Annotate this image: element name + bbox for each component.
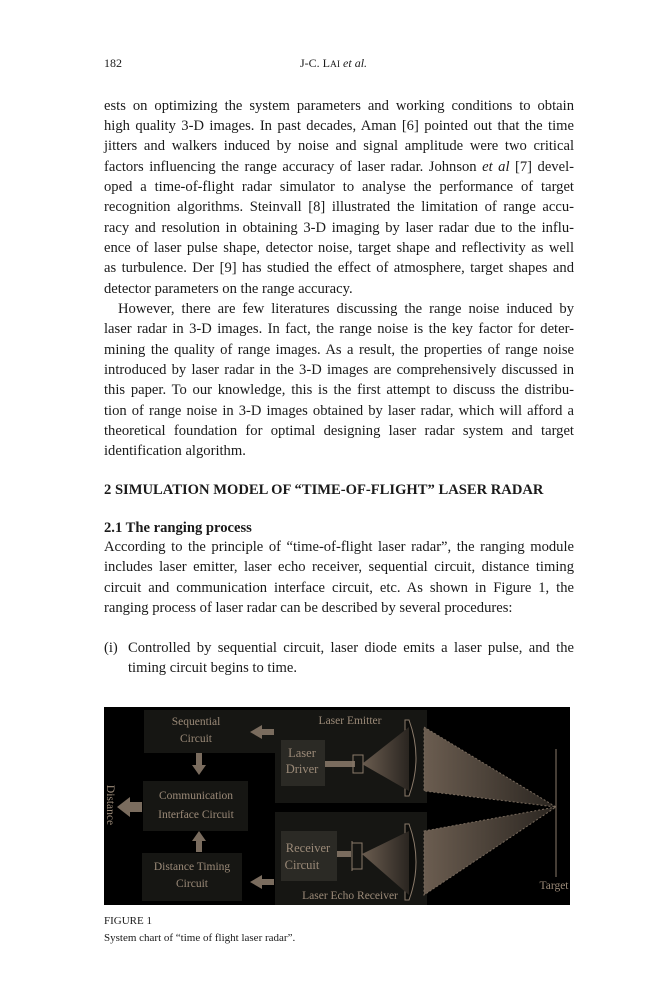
label-communication: Communication	[158, 790, 234, 802]
figure-1-diagram	[104, 707, 570, 905]
label-laser-emitter: Laser Emitter	[318, 715, 382, 727]
text-line: ranging process of laser radar can be described by several procedures:	[104, 600, 513, 616]
label-driver: Driver	[285, 762, 319, 776]
text-line: timing circuit begins to time.	[128, 660, 298, 676]
text-line: ence of laser pulse shape, detector noise, target shape and reflectivity as well	[104, 240, 574, 256]
text-line: According to the principle of “time-of-flight laser radar”, the ranging module	[104, 539, 574, 555]
et-al: et al.	[343, 56, 368, 70]
label-interface-circuit: Interface Circuit	[158, 809, 234, 821]
label-sequential-circuit: Circuit	[180, 733, 212, 745]
text-line: Controlled by sequential circuit, laser diode emits a laser pulse, and the	[128, 640, 574, 656]
text-line: introduced by laser radar in the 3-D images are comprehensively discussed in	[104, 362, 574, 378]
label-target: Target	[539, 880, 569, 892]
subsection-heading: 2.1 The ranging process	[104, 520, 252, 536]
page-number: 182	[104, 56, 122, 70]
text-line	[104, 158, 574, 176]
text-line: mining the quality of range images. As a result, the properties of range noise	[104, 342, 574, 358]
section-heading: 2 SIMULATION MODEL OF “TIME-OF-FLIGHT” LASER RADAR	[104, 482, 544, 498]
text-line: detector parameters on the range accuracy.	[104, 281, 353, 297]
label-laser-echo-receiver: Laser Echo Receiver	[302, 890, 398, 902]
text-segment: factors influencing the range accuracy of laser radar. Johnson	[104, 159, 483, 175]
text-line: identification algorithm.	[104, 443, 246, 459]
label-distance-timing: Distance Timing	[153, 861, 231, 873]
label-receiver: Receiver	[285, 841, 331, 855]
author: J-C. L	[300, 56, 330, 70]
text-line: However, there are few literatures discussing the range noise induced by	[118, 301, 574, 317]
text-line: racy and resolution in obtaining 3-D imaging by laser radar due to the influ-	[104, 220, 574, 236]
text-line: theoretical foundation for optimal designing laser radar system and target	[104, 423, 574, 439]
label-timing-circuit: Circuit	[176, 878, 208, 890]
text-line: oped a time-of-flight radar simulator to analyse the performance of target	[104, 179, 574, 195]
author-smallcaps: AI	[330, 60, 341, 70]
text-line: circuit and communication interface circuit, etc. As shown in Figure 1, the	[104, 580, 574, 596]
communication-box	[143, 781, 248, 831]
figure-label: FIGURE 1	[104, 915, 152, 927]
text-segment-italic: et al	[482, 159, 510, 175]
text-line: ests on optimizing the system parameters and working conditions to obtain	[104, 98, 574, 114]
text-line: as turbulence. Der [9] has studied the effect of atmosphere, target shapes and	[104, 260, 574, 276]
text-line: jitters and walkers induced by noise and signal amplitude were two critical	[104, 138, 574, 154]
text-line: high quality 3-D images. In past decades, Aman [6] pointed out that the time	[104, 118, 574, 134]
label-distance: Distance	[104, 784, 116, 826]
text-line: recognition algorithms. Steinvall [8] illustrated the limitation of range accu-	[104, 199, 574, 215]
text-line: laser radar in 3-D images. In fact, the range noise is the key factor for deter-	[104, 321, 574, 337]
text-segment: [7] devel-	[509, 159, 574, 175]
text-line: this paper. To our knowledge, this is the first attempt to discuss the distribu-	[104, 382, 574, 398]
label-laser: Laser	[288, 746, 316, 760]
list-marker: (i)	[104, 640, 118, 656]
label-sequential: Sequential	[171, 716, 221, 728]
text-line: includes laser emitter, laser echo receiver, sequential circuit, distance timing	[104, 559, 574, 575]
text-line: tion of range noise in 3-D images obtained by laser radar, which will afford a	[104, 403, 574, 419]
running-header	[300, 56, 367, 71]
label-receiver-circuit: Circuit	[284, 858, 320, 872]
figure-caption: System chart of “time of flight laser radar”.	[104, 932, 296, 944]
